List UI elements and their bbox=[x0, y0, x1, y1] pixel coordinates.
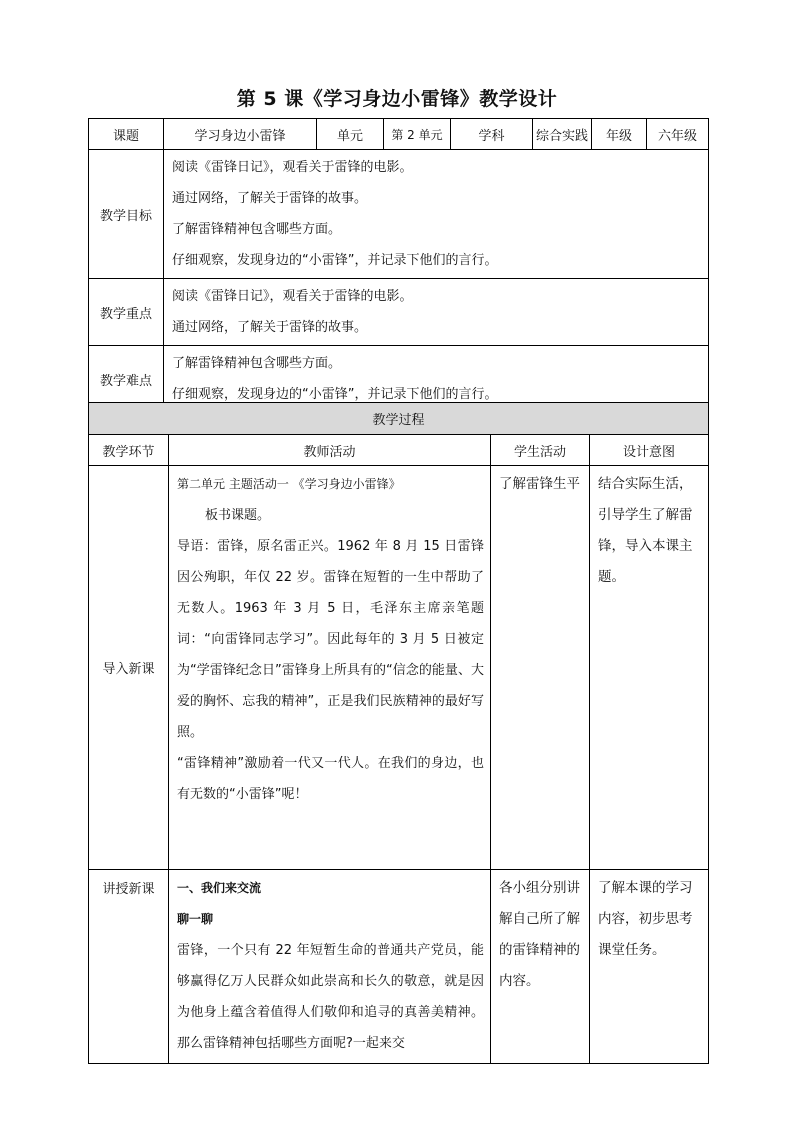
column-header-student: 学生活动 bbox=[491, 435, 590, 466]
intro-teacher-activity bbox=[169, 466, 491, 870]
process-title-row bbox=[89, 403, 709, 435]
lecture-text: 雷锋，一个只有 22 年短暂生命的普通共产党员，能够赢得亿万人民群众如此崇高和长久的敬意，就是因为他身上蕴含着值得人们敬仰和追寻的真善美精神。那么雷锋精神包括哪些方面呢?一起来交 bbox=[177, 943, 484, 1051]
intro-text: 导语：雷锋，原名雷正兴。1962 年 8 月 15 日雷锋因公殉职，年仅 22 岁。雷锋在短暂的一生中帮助了无数人。1963 年 3 月 5 日，毛泽东主席亲笔题词：“向雷锋同志学习”。因此每年的 3 月 5 日被定为“学雷锋纪念日”雷锋身上所具有的“信念的能量、大爱的胸怀、忘我的精神”，正是我们民族精神的最好写照。 bbox=[177, 539, 484, 740]
intro-design-intent: 结合实际生活，引导学生了解雷锋，导入本课主题。 bbox=[590, 466, 709, 870]
header-row bbox=[89, 119, 709, 150]
subject-label: 学科 bbox=[451, 119, 533, 150]
objectives-row bbox=[89, 150, 709, 279]
process-title: 教学过程 bbox=[89, 403, 709, 435]
process-header-row bbox=[89, 435, 709, 466]
lecture-student-activity: 各小组分别讲解自己所了解的雷锋精神的内容。 bbox=[491, 870, 590, 1064]
intro-stage: 导入新课 bbox=[89, 466, 169, 870]
column-header-stage: 教学环节 bbox=[89, 435, 169, 466]
objectives-content bbox=[164, 150, 709, 279]
lesson-info-table bbox=[88, 118, 709, 413]
topic-label: 课题 bbox=[89, 119, 164, 150]
document-title: 第 5 课《学习身边小雷锋》教学设计 bbox=[236, 88, 558, 110]
grade-label: 年级 bbox=[592, 119, 647, 150]
intro-student-activity: 了解雷锋生平 bbox=[491, 466, 590, 870]
lecture-design-intent: 了解本课的学习内容，初步思考课堂任务。 bbox=[590, 870, 709, 1064]
lecture-heading: 一、我们来交流 bbox=[177, 881, 262, 895]
intro-board: 板书课题。 bbox=[205, 508, 271, 523]
objectives-label: 教学目标 bbox=[89, 150, 164, 279]
intro-heading: 第二单元 主题活动一 《学习身边小雷锋》 bbox=[177, 477, 401, 491]
key-points-row bbox=[89, 279, 709, 346]
topic-value: 学习身边小雷锋 bbox=[164, 119, 317, 150]
key-points-label: 教学重点 bbox=[89, 279, 164, 346]
subject-value: 综合实践 bbox=[533, 119, 592, 150]
grade-value: 六年级 bbox=[647, 119, 709, 150]
column-header-teacher: 教师活动 bbox=[169, 435, 491, 466]
objective-item: 通过网络，了解关于雷锋的故事。 bbox=[172, 191, 368, 206]
unit-value: 第 2 单元 bbox=[384, 119, 451, 150]
difficulty-item: 了解雷锋精神包含哪些方面。 bbox=[172, 356, 342, 371]
key-point-item: 阅读《雷锋日记》，观看关于雷锋的电影。 bbox=[172, 289, 413, 304]
objective-item: 了解雷锋精神包含哪些方面。 bbox=[172, 222, 342, 237]
lecture-row bbox=[89, 870, 709, 1064]
lecture-teacher-activity bbox=[169, 870, 491, 1064]
objective-item: 阅读《雷锋日记》，观看关于雷锋的电影。 bbox=[172, 160, 413, 175]
unit-label: 单元 bbox=[317, 119, 384, 150]
key-point-item: 通过网络，了解关于雷锋的故事。 bbox=[172, 320, 368, 335]
objective-item: 仔细观察，发现身边的“小雷锋”，并记录下他们的言行。 bbox=[172, 253, 498, 268]
difficulty-item: 仔细观察，发现身边的“小雷锋”，并记录下他们的言行。 bbox=[172, 387, 498, 402]
key-points-content bbox=[164, 279, 709, 346]
teaching-process-table bbox=[88, 402, 709, 1064]
lecture-subheading: 聊一聊 bbox=[177, 912, 214, 926]
intro-row bbox=[89, 466, 709, 870]
intro-text-2: “雷锋精神”激励着一代又一代人。在我们的身边，也有无数的“小雷锋”呢！ bbox=[177, 756, 484, 802]
lecture-stage: 讲授新课 bbox=[89, 870, 169, 1064]
difficulties-label: 教学难点 bbox=[89, 346, 164, 413]
column-header-intent: 设计意图 bbox=[590, 435, 709, 466]
